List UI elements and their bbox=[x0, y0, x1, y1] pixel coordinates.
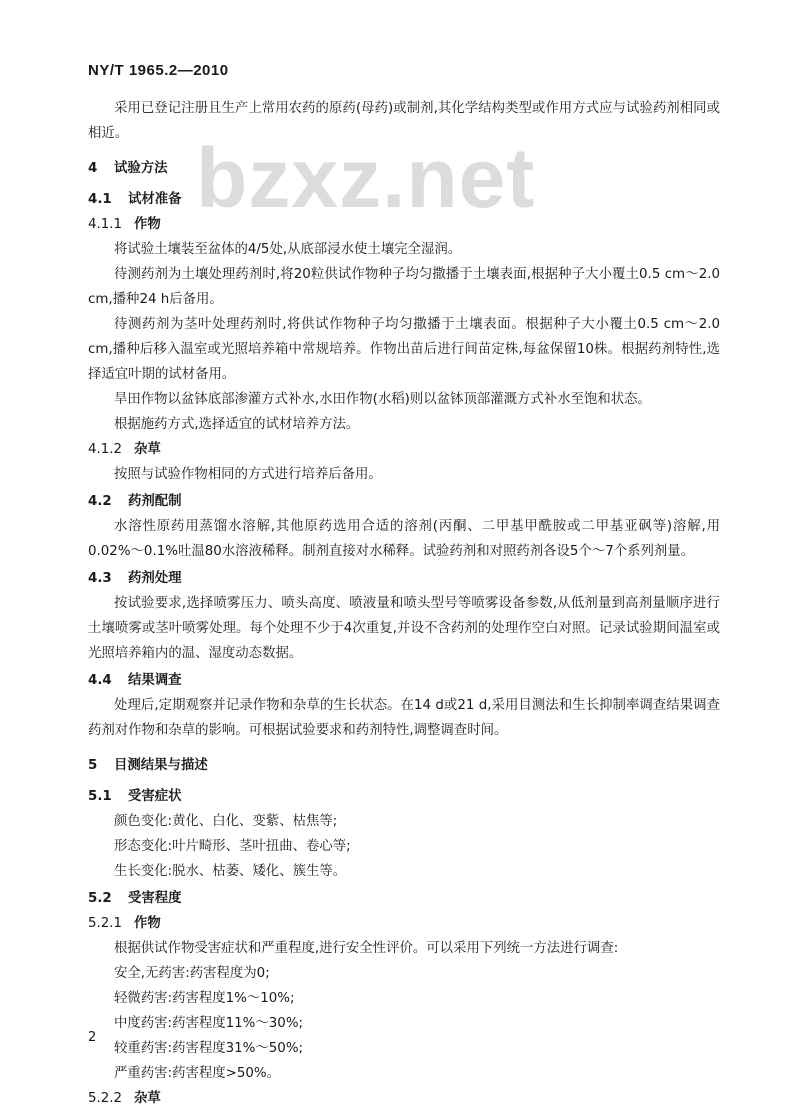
subsection-heading bbox=[88, 668, 720, 693]
paragraph: 待测药剂为土壤处理药剂时,将20粒供试作物种子均匀撒播于土壤表面,根据种子大小覆土0.5 cm～2.0 cm,播种24 h后备用。 bbox=[88, 267, 720, 307]
heading-title: 作物 bbox=[134, 916, 161, 931]
paragraph: 严重药害:药害程度>50%。 bbox=[114, 1066, 281, 1081]
subsection-heading bbox=[88, 187, 720, 212]
paragraph: 待测药剂为茎叶处理药剂时,将供试作物种子均匀撒播于土壤表面。根据种子大小覆土0.5 cm～2.0 cm,播种后移入温室或光照培养箱中常规培养。作物出苗后进行间苗定株,每盆保留10株。根据药剂特性,选择适宜叶期的试材备用。 bbox=[88, 317, 720, 382]
heading-number: 4.4 bbox=[88, 673, 112, 688]
paragraph: 轻微药害:药害程度1%～10%; bbox=[114, 991, 295, 1006]
heading-number: 5.2.2 bbox=[88, 1091, 123, 1106]
heading-title: 受害程度 bbox=[128, 891, 182, 906]
heading-title: 作物 bbox=[134, 217, 161, 232]
subsection-heading bbox=[88, 886, 720, 911]
heading-number: 4.1.1 bbox=[88, 217, 123, 232]
paragraph: 根据供试作物受害症状和严重程度,进行安全性评价。可以采用下列统一方法进行调查: bbox=[114, 941, 619, 956]
clause-heading bbox=[88, 437, 720, 462]
heading-title: 受害症状 bbox=[128, 789, 182, 804]
paragraph: 中度药害:药害程度11%～30%; bbox=[114, 1016, 304, 1031]
heading-title: 目测结果与描述 bbox=[114, 758, 208, 773]
standard-header: NY/T 1965.2—2010 bbox=[88, 62, 229, 79]
paragraph: 颜色变化:黄化、白化、变紫、枯焦等; bbox=[114, 814, 338, 829]
section-heading bbox=[88, 753, 720, 778]
paragraph: 水溶性原药用蒸馏水溶解,其他原药选用合适的溶剂(丙酮、二甲基甲酰胺或二甲基亚砜等)溶解,用0.02%～0.1%吐温80水溶液稀释。制剂直接对水稀释。试验药剂和对照药剂各设5个～7个系列剂量。 bbox=[88, 519, 720, 559]
paragraph: 采用已登记注册且生产上常用农药的原药(母药)或制剂,其化学结构类型或作用方式应与试验药剂相同或相近。 bbox=[88, 101, 720, 141]
paragraph: 安全,无药害:药害程度为0; bbox=[114, 966, 270, 981]
paragraph: 根据施药方式,选择适宜的试材培养方法。 bbox=[114, 417, 360, 432]
heading-number: 5 bbox=[88, 758, 98, 773]
heading-number: 5.2.1 bbox=[88, 916, 123, 931]
subsection-heading bbox=[88, 489, 720, 514]
heading-number: 5.1 bbox=[88, 789, 112, 804]
paragraph: 处理后,定期观察并记录作物和杂草的生长状态。在14 d或21 d,采用目测法和生长抑制率调查结果调查药剂对作物和杂草的影响。可根据试验要求和药剂特性,调整调查时间。 bbox=[88, 698, 720, 738]
heading-title: 结果调查 bbox=[128, 673, 182, 688]
heading-title: 试材准备 bbox=[128, 192, 182, 207]
heading-title: 药剂配制 bbox=[128, 494, 182, 509]
heading-number: 4.1.2 bbox=[88, 442, 123, 457]
heading-number: 4 bbox=[88, 161, 98, 176]
paragraph: 生长变化:脱水、枯萎、矮化、簇生等。 bbox=[114, 864, 347, 879]
watermark: bzxz.net bbox=[196, 131, 536, 225]
clause-heading bbox=[88, 911, 720, 936]
paragraph: 形态变化:叶片畸形、茎叶扭曲、卷心等; bbox=[114, 839, 351, 854]
subsection-heading bbox=[88, 784, 720, 809]
subsection-heading bbox=[88, 566, 720, 591]
paragraph: 按试验要求,选择喷雾压力、喷头高度、喷液量和喷头型号等喷雾设备参数,从低剂量到高剂量顺序进行土壤喷雾或茎叶喷雾处理。每个处理不少于4次重复,并设不含药剂的处理作空白对照。记录试验期间温室或光照培养箱内的温、湿度动态数据。 bbox=[88, 596, 720, 661]
heading-title: 杂草 bbox=[134, 1091, 161, 1106]
document-body bbox=[88, 96, 720, 1111]
section-heading bbox=[88, 156, 720, 181]
heading-title: 药剂处理 bbox=[128, 571, 182, 586]
clause-heading bbox=[88, 212, 720, 237]
heading-title: 试验方法 bbox=[114, 161, 168, 176]
paragraph: 较重药害:药害程度31%～50%; bbox=[114, 1041, 304, 1056]
heading-number: 4.3 bbox=[88, 571, 112, 586]
paragraph: 将试验土壤装至盆体的4/5处,从底部浸水使土壤完全湿润。 bbox=[114, 242, 462, 257]
page-number: 2 bbox=[88, 1030, 97, 1045]
heading-title: 杂草 bbox=[134, 442, 161, 457]
heading-number: 4.1 bbox=[88, 192, 112, 207]
clause-heading bbox=[88, 1086, 720, 1111]
paragraph: 旱田作物以盆钵底部渗灌方式补水,水田作物(水稻)则以盆钵顶部灌溉方式补水至饱和状态。 bbox=[114, 392, 651, 407]
heading-number: 4.2 bbox=[88, 494, 112, 509]
paragraph: 按照与试验作物相同的方式进行培养后备用。 bbox=[114, 467, 382, 482]
heading-number: 5.2 bbox=[88, 891, 112, 906]
